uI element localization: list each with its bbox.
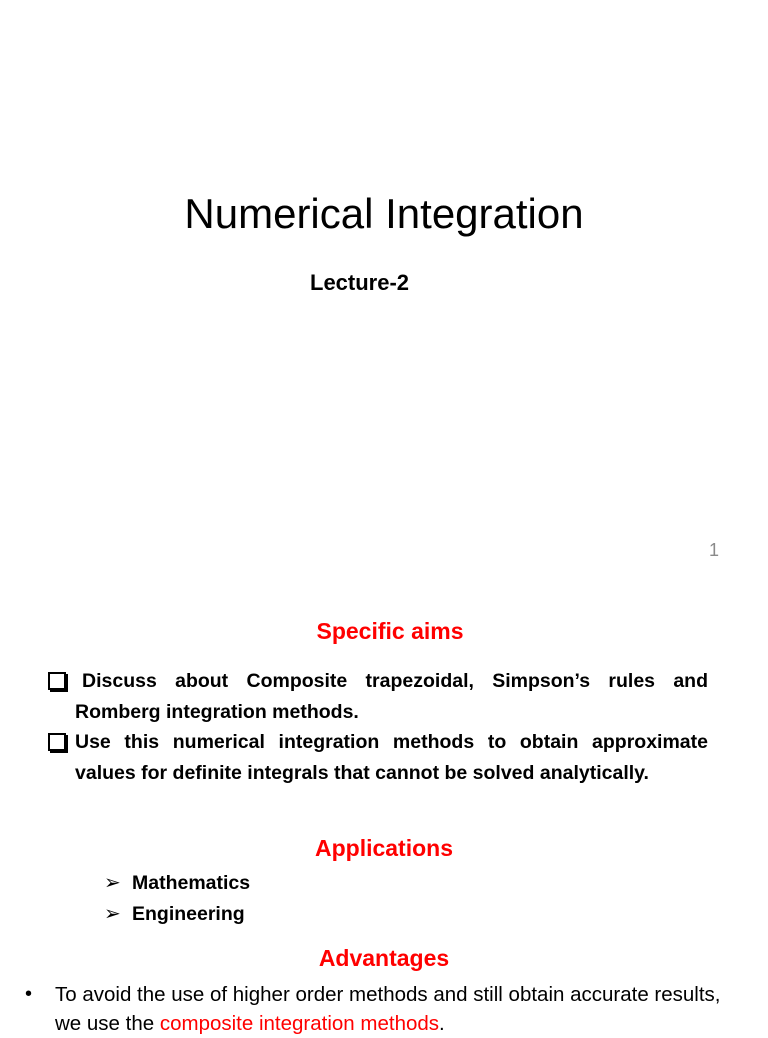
slide-subtitle: Lecture-2 [310,270,410,295]
application-item [104,899,250,930]
aims-list [46,666,708,788]
slide-title: Numerical Integration [184,190,584,237]
aim-text: Discuss about Composite trapezoidal, Simpson’s rules and Romberg integration methods. [75,670,708,723]
application-label: Engineering [132,902,245,925]
right-arrowhead-icon: ➢ [104,872,121,894]
specific-aims-heading: Specific aims [316,618,464,644]
aims-slide [0,590,768,1035]
round-bullet-icon: • [25,983,33,1005]
advantage-item [22,980,752,1038]
advantages-heading: Advantages [318,945,450,971]
slide-number: 1 [709,540,720,560]
application-item [104,868,250,899]
right-arrowhead-icon: ➢ [104,902,121,925]
hollow-square-icon [48,672,66,690]
aim-text: Use this numerical integration methods to obtain approximate values for definite integrals that cannot be solved analytically. [75,731,708,784]
advantage-text-before: To avoid the use of higher order methods and still obtain accurate results, we use the [55,983,721,1035]
applications-heading: Applications [314,835,453,861]
aim-item [46,727,708,788]
hollow-square-icon [48,733,66,751]
application-label: Mathematics [132,872,251,894]
advantage-text-after: . [439,1012,445,1035]
aim-item [46,666,708,727]
advantage-highlight: composite integration methods [159,1012,440,1035]
advantages-list [22,980,752,1038]
applications-list [104,868,250,929]
